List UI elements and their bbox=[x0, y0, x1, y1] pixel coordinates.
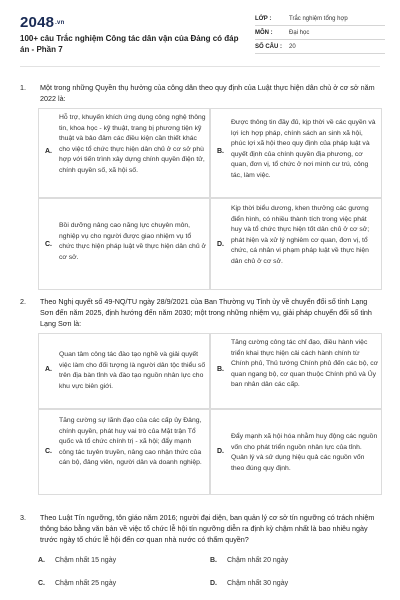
question-text: Theo Luật Tín ngưỡng, tôn giáo năm 2016; người đại diện, ban quản lý cơ sở tín ngưỡng có trách nhiệm thông báo bằng văn bản về việc tổ chức lễ hội tín ngưỡng diễn ra định kỳ chậm nhất là bao nhiêu ngày trước ngày tổ chức lễ hội đến cơ quan nhà nước có thẩm quyền? bbox=[40, 513, 375, 544]
question-stem bbox=[20, 82, 382, 104]
option-a[interactable] bbox=[38, 333, 210, 409]
question-1 bbox=[20, 82, 382, 290]
option-letter: A. bbox=[45, 148, 52, 155]
option-letter: B. bbox=[210, 557, 217, 564]
meta-key: SỐ CÂU : bbox=[255, 43, 282, 50]
logo-tld: .vn bbox=[55, 20, 65, 27]
option-text: Quan tâm công tác đào tạo nghề và giải quyết việc làm cho đối tượng là người dân tộc thiểu số trên địa bàn tỉnh và đào tạo nguồn nhân lực cho khu vực biên giới. bbox=[59, 351, 206, 390]
meta-value: Đại học bbox=[289, 29, 310, 36]
question-number: 2. bbox=[20, 297, 26, 306]
logo-text: 2048 bbox=[20, 14, 55, 31]
option-letter: A. bbox=[45, 366, 52, 373]
option-d[interactable] bbox=[210, 580, 288, 587]
options-grid bbox=[38, 108, 382, 290]
option-a[interactable] bbox=[38, 108, 210, 198]
option-text: Bồi dưỡng nâng cao năng lực chuyên môn, nghiệp vụ cho người được giao nhiệm vụ tổ chức thực hiện pháp luật về thực hiện dân chủ ở cơ sở. bbox=[59, 222, 206, 261]
question-number: 1. bbox=[20, 83, 26, 92]
header-divider bbox=[20, 66, 380, 67]
option-c[interactable] bbox=[38, 198, 210, 290]
question-stem bbox=[20, 296, 382, 329]
question-3 bbox=[20, 512, 382, 597]
option-letter: D. bbox=[217, 448, 224, 455]
option-text: Chậm nhất 30 ngày bbox=[227, 580, 289, 587]
question-stem bbox=[20, 512, 382, 545]
option-text: Được thông tin đầy đủ, kịp thời về các quyền và lợi ích hợp pháp, chính sách an sinh xã hội, phúc lợi xã hội theo quy định của pháp luật và quyết định của chính quyền địa phương, cơ quan, đơn vị, tổ chức ở nơi mình cư trú, công tác, làm việc. bbox=[231, 119, 376, 179]
option-letter: C. bbox=[38, 580, 45, 587]
option-b[interactable] bbox=[210, 108, 382, 198]
option-letter: B. bbox=[217, 366, 224, 373]
options-grid bbox=[38, 333, 382, 495]
option-b[interactable] bbox=[210, 333, 382, 409]
question-text: Một trong những Quyền thụ hưởng của công dân theo quy định của Luật thực hiện dân chủ ở cơ sở năm 2022 là: bbox=[40, 83, 375, 103]
option-letter: D. bbox=[210, 580, 217, 587]
option-c[interactable] bbox=[38, 409, 210, 495]
option-text: Chậm nhất 25 ngày bbox=[55, 580, 117, 587]
option-text: Tăng cường công tác chỉ đạo, điều hành việc triển khai thực hiện cải cách hành chính từ Chính phủ, Thủ tướng Chính phủ đến các bộ, cơ quan ngang bộ, cơ quan thuộc Chính phủ và Ủy ban nhân dân các cấp. bbox=[231, 339, 379, 388]
meta-key: LỚP : bbox=[255, 15, 272, 22]
option-letter: B. bbox=[217, 148, 224, 155]
option-letter: C. bbox=[45, 448, 52, 455]
option-text: Đẩy mạnh xã hội hóa nhằm huy động các nguồn vốn cho phát triển nguồn nhân lực của tỉnh. Quản lý và sử dụng hiệu quả các nguồn vốn theo đúng quy định. bbox=[231, 433, 378, 472]
meta-row-subject bbox=[255, 26, 385, 40]
option-letter: C. bbox=[45, 241, 52, 248]
option-letter: D. bbox=[217, 241, 224, 248]
options-grid bbox=[38, 549, 382, 597]
meta-key: MÔN : bbox=[255, 29, 273, 36]
meta-row-class bbox=[255, 12, 385, 26]
question-2 bbox=[20, 296, 382, 495]
meta-value: Trắc nghiệm tổng hợp bbox=[289, 15, 348, 22]
site-logo[interactable] bbox=[20, 14, 64, 31]
option-text: Chậm nhất 15 ngày bbox=[55, 557, 117, 564]
meta-value: 20 bbox=[289, 43, 296, 50]
option-b[interactable] bbox=[210, 557, 288, 564]
option-a[interactable] bbox=[38, 557, 116, 564]
page-header bbox=[0, 0, 400, 62]
option-text: Kịp thời biểu dương, khen thưởng các gương điển hình, có nhiều thành tích trong việc phát huy và tổ chức thực hiện tốt dân chủ ở cơ sở; phát hiện và xử lý nghiêm cơ quan, đơn vị, tổ chức, cá nhân vi phạm pháp luật về thực hiện dân chủ ở cơ sở. bbox=[231, 205, 370, 265]
option-d[interactable] bbox=[210, 409, 382, 495]
option-text: Hỗ trợ, khuyến khích ứng dụng công nghệ thông tin, khoa học - kỹ thuật, trang bị phương tiện kỹ thuật và bảo đảm các điều kiện cần thiết khác cho việc tổ chức thực hiện dân chủ ở cơ sở phù hợp với tiến trình xây dựng chính quyền điện tử, chính quyền số, xã hội số. bbox=[59, 114, 206, 174]
question-number: 3. bbox=[20, 513, 26, 522]
option-text: Tăng cường sự lãnh đạo của các cấp ủy Đảng, chính quyền, phát huy vai trò của Mặt trận Tổ quốc và tổ chức chính trị - xã hội; đẩy mạnh công tác tuyên truyền, nâng cao nhận thức của cán bộ, đảng viên, người dân và doanh nghiệp. bbox=[59, 417, 202, 466]
document-title: 100+ câu Trắc nghiệm Công tác dân vận của Đảng có đáp án - Phần 7 bbox=[20, 34, 239, 54]
question-text: Theo Nghị quyết số 49-NQ/TU ngày 28/9/2021 của Ban Thường vụ Tỉnh ủy về chuyển đổi số tỉnh Lạng Sơn đến năm 2025, định hướng đến năm 2030; một trong những nhiệm vụ, giải pháp chuyển đổi số tỉnh Lạng Sơn là: bbox=[40, 297, 372, 328]
option-c[interactable] bbox=[38, 580, 116, 587]
option-text: Chậm nhất 20 ngày bbox=[227, 557, 289, 564]
meta-row-count bbox=[255, 40, 385, 54]
option-letter: A. bbox=[38, 557, 45, 564]
option-d[interactable] bbox=[210, 198, 382, 290]
meta-table bbox=[255, 12, 385, 54]
